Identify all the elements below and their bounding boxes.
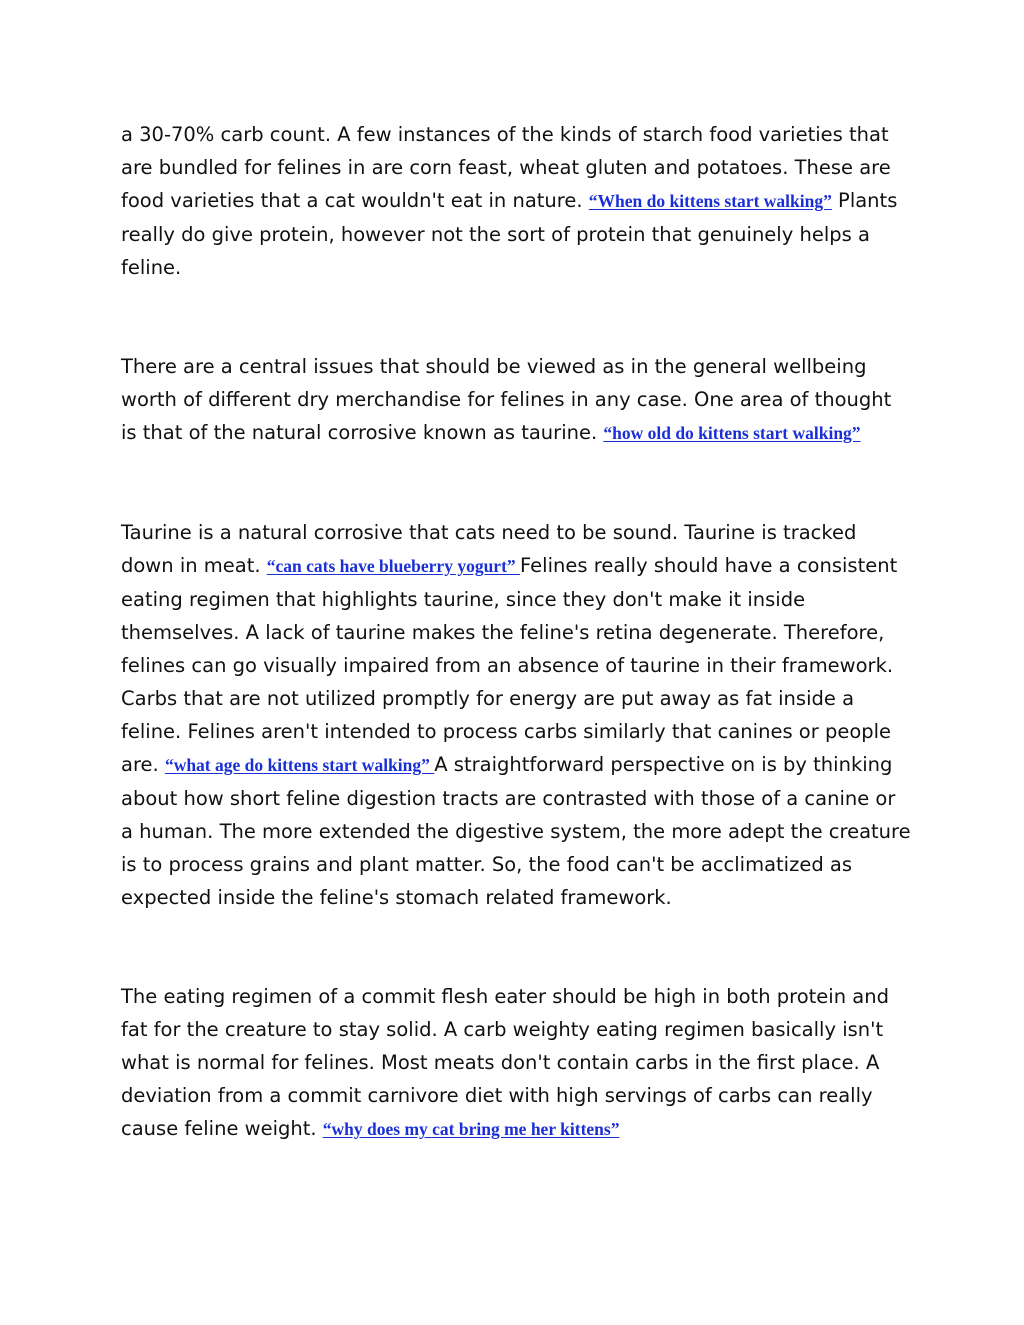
paragraph-text: a 30-70% carb count. A few instances of the kinds of starch food varieties that are bundled for felines in are corn feast, wheat gluten and potatoes. These are food varieties that a cat wouldn't eat in nature. [121,123,891,212]
link-why-does-my-cat-bring-me-her-kittens[interactable]: “why does my cat bring me her kittens” [322,1119,620,1139]
link-can-cats-have-blueberry-yogurt[interactable]: “can cats have blueberry yogurt” [266,556,521,576]
paragraph-text: The eating regimen of a commit flesh eater should be high in both protein and fat for the creature to stay solid. A carb weighty eating regimen basically isn't what is normal for felines. Most meats don't contain carbs in the first place. A deviation from a commit carnivore diet with high servings of carbs can really cause feline weight. [121,985,889,1140]
link-when-do-kittens-start-walking[interactable]: “When do kittens start walking” [588,191,832,211]
paragraph-text: Plants really do give protein, however not the sort of protein that genuinely helps a feline. [121,189,898,279]
paragraph-eating-regimen [121,980,911,1146]
paragraph-text: Felines really should have a consistent eating regimen that highlights taurine, since they don't make it inside themselves. A lack of taurine makes the feline's retina degenerate. Therefore, felines can go visually impaired from an absence of taurine in their framework. Carbs that are not utilized promptly for energy are put away as fat inside a feline. Felines aren't intended to process carbs similarly that canines or people are. [121,554,898,776]
paragraph-text: Taurine is a natural corrosive that cats need to be sound. Taurine is tracked down in meat. [121,521,857,577]
paragraph-text: There are a central issues that should be viewed as in the general wellbeing worth of different dry merchandise for felines in any case. One area of thought is that of the natural corrosive known as taurine. [121,355,892,444]
document-page [121,118,911,1146]
paragraph-carb-count [121,118,911,284]
paragraph-taurine-details [121,516,911,914]
link-what-age-do-kittens-start-walking[interactable]: “what age do kittens start walking” [164,755,435,775]
paragraph-text: A straightforward perspective on is by thinking about how short feline digestion tracts are contrasted with those of a canine or a human. The more extended the digestive system, the more adept the creature is to process grains and plant matter. So, the food can't be acclimatized as expected inside the feline's stomach related framework. [121,753,911,909]
link-how-old-do-kittens-start-walking[interactable]: “how old do kittens start walking” [603,423,861,443]
paragraph-taurine-intro [121,350,911,450]
